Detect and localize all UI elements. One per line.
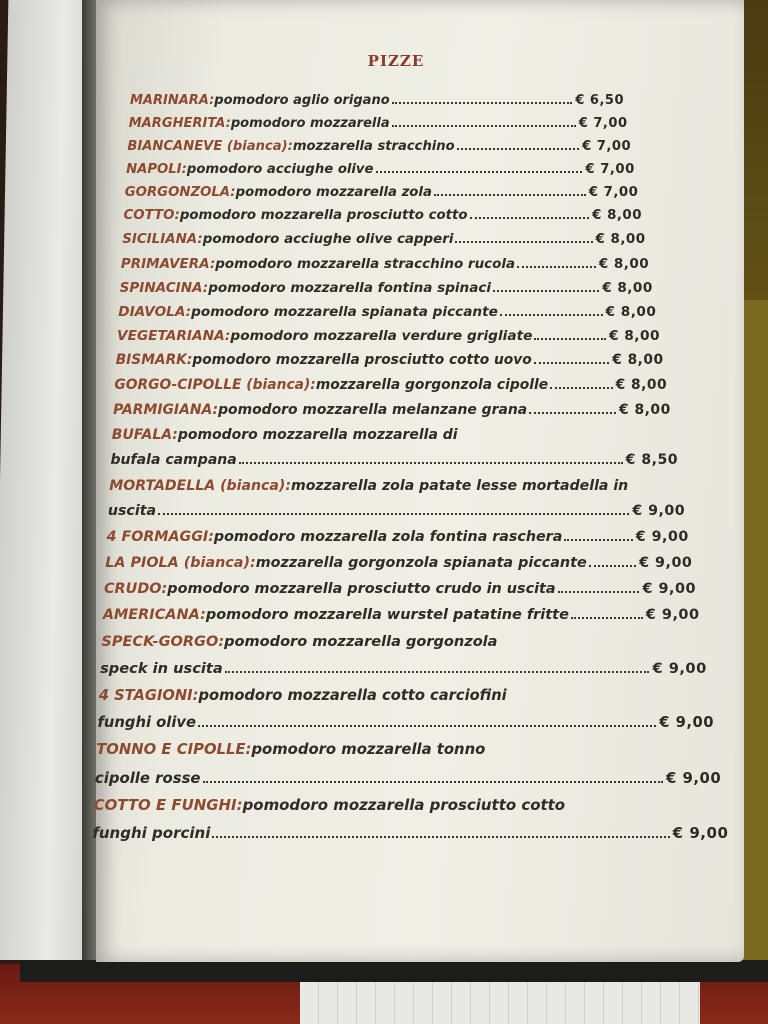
leader-dots: [203, 781, 663, 783]
leader-dots: [571, 617, 643, 619]
leader-dots: [434, 194, 586, 196]
leader-dots: [534, 338, 606, 340]
menu-item-continued: [100, 660, 707, 677]
pizza-ingredients: pomodoro mozzarella stracchino rucola: [215, 255, 516, 272]
leader-dots: [558, 591, 640, 593]
pizza-name: DIAVOLA:: [118, 303, 192, 320]
pizza-name: COTTO E FUNGHI:: [93, 796, 243, 815]
leader-dots: [455, 241, 592, 243]
pizza-price: € 9,00: [642, 581, 696, 597]
pizza-name: MORTADELLA (bianca):: [109, 477, 291, 494]
pizza-ingredients-continued: funghi porcini: [92, 824, 211, 843]
left-page-edge-text: [0, 220, 14, 290]
menu-page: [92, 0, 744, 962]
leader-dots: [198, 725, 656, 727]
pizza-name: CRUDO:: [104, 581, 168, 597]
menu-item-continued: [95, 769, 721, 787]
pizza-ingredients: pomodoro mozzarella zola: [235, 184, 432, 200]
pizza-ingredients: pomodoro acciughe olive capperi: [202, 231, 454, 247]
pizza-ingredients: pomodoro mozzarella prosciutto crudo in uscita: [167, 581, 556, 597]
pizza-ingredients: pomodoro mozzarella prosciutto cotto: [242, 796, 566, 815]
leader-dots: [500, 314, 603, 316]
pizza-price: € 7,00: [578, 115, 628, 131]
pizza-price: € 7,00: [582, 138, 632, 154]
pizza-ingredients: pomodoro mozzarella wurstel patatine fritte: [205, 607, 569, 624]
pizza-price: € 9,00: [659, 714, 714, 732]
pizza-ingredients: pomodoro mozzarella gorgonzola: [224, 633, 498, 650]
leader-dots: [517, 266, 596, 268]
pizza-name: SICILIANA:: [122, 231, 203, 247]
pizza-ingredients: pomodoro mozzarella mozzarella di: [177, 427, 458, 444]
notebook: [300, 980, 700, 1024]
pizza-name: BIANCANEVE (bianca):: [127, 138, 293, 154]
menu-item: [130, 93, 624, 108]
menu-item: [116, 352, 664, 368]
pizza-name: GORGO-CIPOLLE (bianca):: [114, 377, 316, 394]
menu-item: [129, 116, 628, 131]
leader-dots: [457, 148, 579, 150]
leader-dots: [470, 217, 590, 219]
pizza-ingredients: pomodoro mozzarella zola fontina raschera: [213, 528, 563, 545]
menu-item-continued: [92, 824, 728, 842]
menu-item: [126, 162, 635, 177]
menu-item: [104, 581, 696, 597]
pizza-ingredients-continued: bufala campana: [110, 452, 237, 469]
pizza-name: BUFALA:: [111, 427, 178, 444]
menu-item: [117, 328, 660, 344]
pizza-name: GORGONZOLA:: [124, 184, 236, 200]
pizza-name: PARMIGIANA:: [113, 402, 219, 418]
leader-dots: [225, 671, 650, 673]
pizza-ingredients: pomodoro mozzarella melanzane grana: [218, 402, 528, 418]
pizza-price: € 8,00: [615, 377, 668, 394]
pizza-name: 4 STAGIONI:: [98, 687, 199, 705]
pizza-ingredients: pomodoro mozzarella verdure grigliate: [230, 328, 533, 344]
pizza-name: SPINACINA:: [119, 279, 209, 296]
leader-dots: [239, 462, 623, 464]
pizza-price: € 8,00: [618, 402, 671, 418]
menu-item: [120, 280, 653, 296]
leader-dots: [392, 102, 573, 104]
pizza-price: € 8,00: [612, 352, 664, 369]
pizza-price: € 8,50: [625, 452, 678, 469]
menu-item: [109, 478, 681, 494]
pizza-name: SPECK-GORGO:: [101, 633, 225, 650]
menu-item: [103, 607, 700, 623]
pizza-ingredients: mozzarella stracchino: [292, 138, 455, 154]
pizza-ingredients: mozzarella gorgonzola cipolle: [315, 377, 549, 394]
leader-dots: [158, 513, 629, 515]
pizza-price: € 9,00: [632, 503, 686, 520]
pizza-ingredients: pomodoro mozzarella: [230, 115, 390, 131]
pizza-ingredients: mozzarella gorgonzola spianata piccante: [255, 554, 587, 571]
pizza-ingredients: pomodoro acciughe olive: [186, 161, 374, 177]
pizza-name: 4 FORMAGGI:: [106, 528, 214, 545]
leader-dots: [564, 539, 632, 541]
pizza-name: NAPOLI:: [126, 161, 187, 177]
pizza-name: PRIMAVERA:: [120, 255, 216, 272]
menu-item: [94, 796, 725, 814]
leader-dots: [534, 362, 610, 364]
pizza-ingredients-continued: uscita: [107, 503, 157, 520]
pizza-name: AMERICANA:: [102, 607, 206, 624]
menu-item: [99, 687, 711, 704]
menu-item: [113, 402, 671, 418]
page-title: PIZZE: [367, 52, 425, 70]
pizza-ingredients: pomodoro mozzarella spianata piccante: [191, 303, 498, 320]
menu-item: [125, 185, 639, 200]
menu-item: [101, 634, 703, 650]
leader-dots: [376, 171, 583, 173]
binder-bottom-edge: [20, 960, 768, 982]
pizza-name: TONNO E CIPOLLE:: [96, 741, 252, 759]
pizza-price: € 8,00: [602, 279, 653, 296]
pizza-ingredients: pomodoro mozzarella prosciutto cotto uovo: [192, 352, 532, 369]
pizza-price: € 7,00: [588, 184, 639, 200]
pizza-price: € 9,00: [672, 824, 729, 843]
pizza-ingredients-continued: cipolle rosse: [94, 768, 201, 787]
pizza-ingredients: pomodoro mozzarella fontina spinaci: [208, 279, 492, 296]
pizza-name: COTTO:: [123, 208, 180, 224]
leader-dots: [212, 836, 669, 838]
pizza-ingredients: mozzarella zola patate lesse mortadella in: [291, 477, 629, 494]
menu-item: [96, 741, 717, 758]
menu-item: [124, 208, 643, 223]
menu-item: [112, 427, 675, 443]
pizza-price: € 9,00: [645, 607, 700, 624]
pizza-ingredients: pomodoro mozzarella tonno: [251, 741, 486, 759]
pizza-price: € 9,00: [665, 768, 722, 787]
pizza-name: BISMARK:: [115, 352, 193, 369]
pizza-name: MARINARA:: [130, 93, 215, 108]
menu-item: [118, 304, 656, 320]
pizza-price: € 7,00: [585, 161, 635, 177]
leader-dots: [529, 412, 616, 414]
leader-dots: [493, 290, 599, 292]
pizza-price: € 9,00: [635, 528, 689, 545]
menu-item-continued: [108, 503, 685, 519]
pizza-name: LA PIOLA (bianca):: [105, 554, 256, 571]
menu-item: [105, 555, 692, 571]
pizza-ingredients: pomodoro aglio origano: [214, 93, 390, 108]
pizza-name: MARGHERITA:: [128, 115, 231, 131]
leader-dots: [392, 125, 576, 127]
menu-item-continued: [111, 452, 679, 468]
pizza-price: € 9,00: [639, 554, 693, 571]
menu-item-continued: [98, 714, 715, 731]
menu-item: [121, 256, 649, 272]
pizza-price: € 6,50: [575, 93, 624, 108]
pizza-price: € 8,00: [595, 231, 646, 247]
pizza-price: € 8,00: [592, 208, 642, 224]
pizza-name: VEGETARIANA:: [117, 328, 231, 344]
leader-dots: [550, 387, 613, 389]
pizza-ingredients: pomodoro mozzarella cotto carciofini: [198, 687, 507, 705]
pizza-ingredients-continued: speck in uscita: [100, 660, 223, 678]
pizza-ingredients: pomodoro mozzarella prosciutto cotto: [179, 208, 468, 224]
leader-dots: [589, 565, 636, 567]
menu-item: [127, 139, 631, 154]
pizza-price: € 9,00: [652, 660, 707, 678]
menu-item: [107, 529, 689, 545]
pizza-ingredients-continued: funghi olive: [97, 714, 197, 732]
menu-item: [122, 232, 645, 247]
pizza-price: € 8,00: [608, 328, 660, 344]
pizza-price: € 8,00: [598, 255, 650, 272]
menu-item: [114, 377, 667, 393]
pizza-price: € 8,00: [605, 303, 657, 320]
